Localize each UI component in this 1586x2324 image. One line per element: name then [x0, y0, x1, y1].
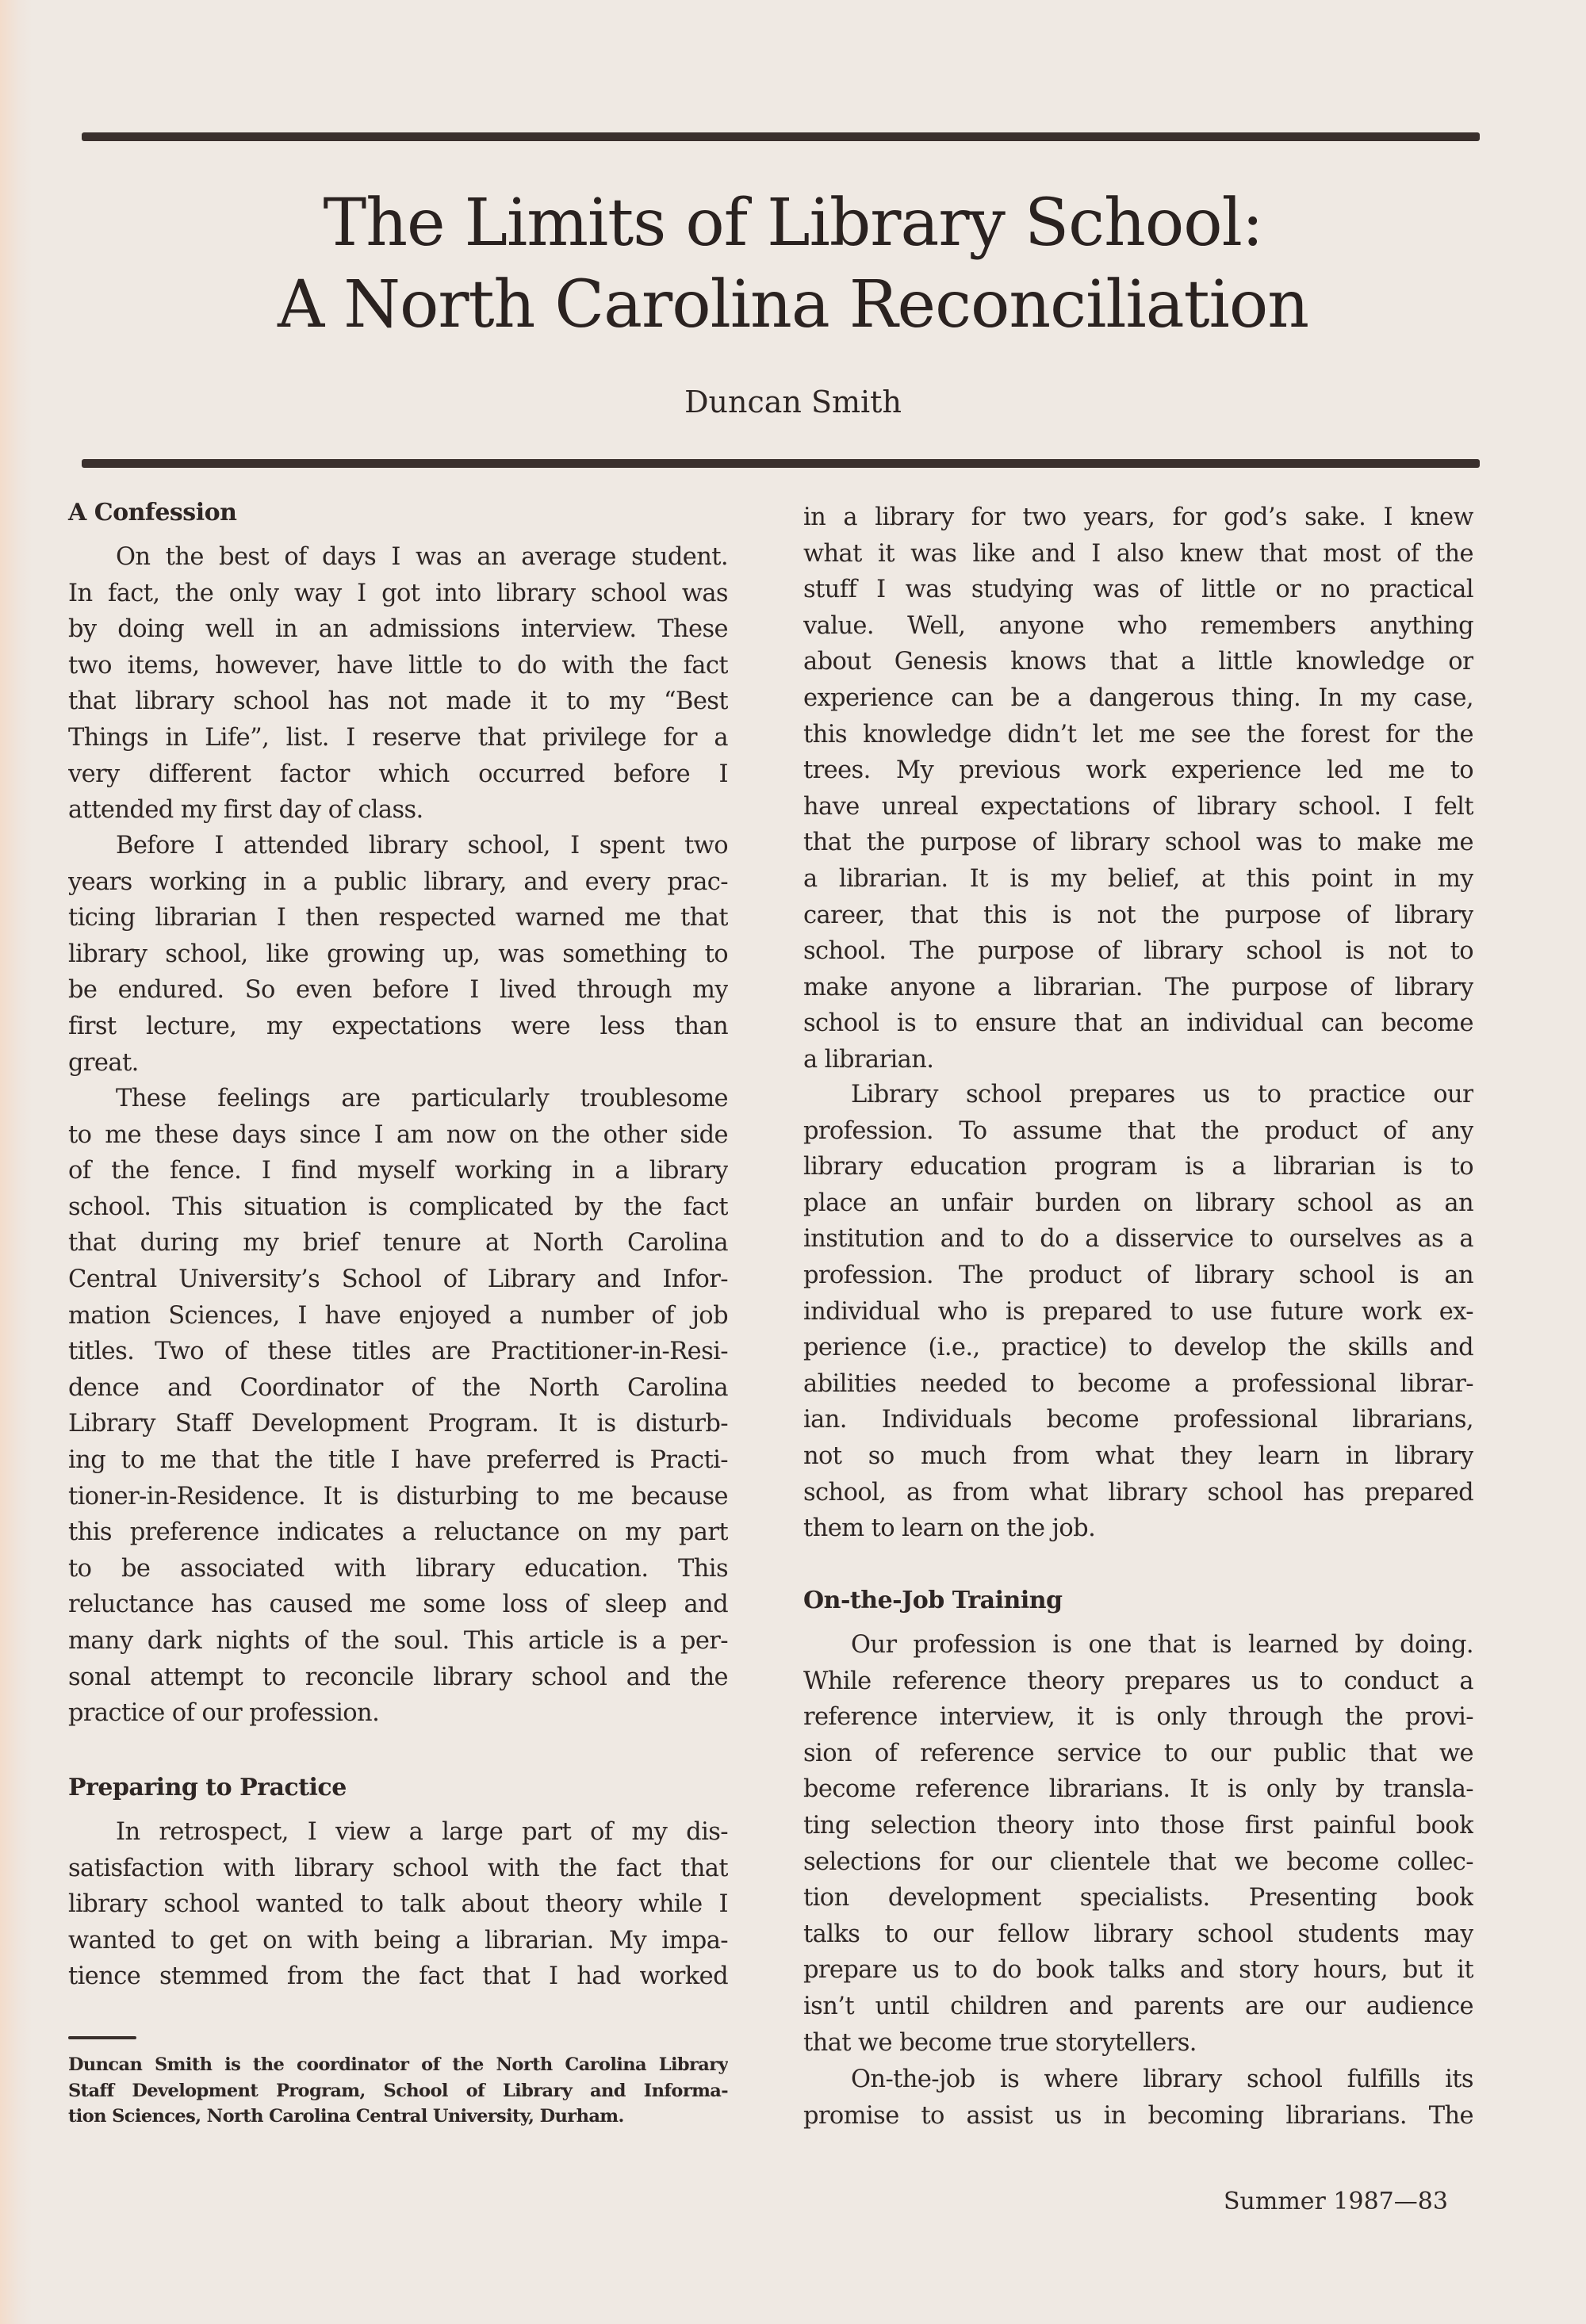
text-line: that library school has not made it to my “Best	[68, 687, 728, 716]
footnote-line: Duncan Smith is the coordinator of the North Carolina Library	[68, 2054, 728, 2075]
text-line: selections for our clientele that we become collec-	[803, 1847, 1473, 1876]
text-line: place an unfair burden on library school as an	[803, 1189, 1473, 1217]
text-line: be endured. So even before I lived through my	[68, 976, 728, 1005]
text-line: These feelings are particularly troublesome	[116, 1085, 728, 1112]
article-title-line-1: The Limits of Library School:	[323, 186, 1263, 261]
text-line: about Genesis knows that a little knowledge or	[803, 648, 1473, 676]
footnote-line: Staff Development Program, School of Library and Informa-	[68, 2080, 728, 2101]
text-line: satisfaction with library school with the fact that	[68, 1854, 728, 1882]
text-line: profession. To assume that the product of any	[803, 1116, 1473, 1145]
text-line: prepare us to do book talks and story hours, but it	[803, 1956, 1473, 1985]
text-line: trees. My previous work experience led me to	[803, 756, 1473, 785]
text-line: library school, like growing up, was something to	[68, 940, 728, 968]
title-bottom-rule	[82, 459, 1480, 468]
section-heading-on-the-job-training: On-the-Job Training	[803, 1587, 1063, 1614]
text-line: library school wanted to talk about theory while I	[68, 1890, 728, 1919]
top-rule	[82, 132, 1480, 141]
text-line: tience stemmed from the fact that I had worked	[68, 1962, 728, 1991]
text-line: practice of our profession.	[68, 1699, 380, 1728]
text-line: a librarian. It is my belief, at this point in my	[803, 865, 1473, 893]
text-line: that the purpose of library school was to make me	[803, 829, 1473, 857]
text-line: Library school prepares us to practice our	[851, 1081, 1473, 1108]
text-line: On-the-job is where library school fulfills its	[851, 2066, 1473, 2093]
text-line: to me these days since I am now on the other side	[68, 1120, 728, 1149]
text-line: tion development specialists. Presenting book	[803, 1884, 1473, 1912]
text-line: experience can be a dangerous thing. In my case,	[803, 684, 1473, 712]
page-folio	[1224, 2188, 1448, 2216]
footnote-rule	[68, 2036, 136, 2039]
text-line: many dark nights of the soul. This article is a per-	[68, 1627, 728, 1655]
text-line: attended my first day of class.	[68, 796, 423, 825]
text-line: promise to assist us in becoming librarians. The	[803, 2101, 1473, 2130]
text-line: what it was like and I also knew that most of the	[803, 539, 1473, 568]
text-line: dence and Coordinator of the North Carolina	[68, 1373, 728, 1402]
text-line: ing to me that the title I have preferred is Practi-	[68, 1446, 728, 1474]
text-line: mation Sciences, I have enjoyed a number of job	[68, 1301, 728, 1330]
text-line: stuff I was studying was of little or no practical	[803, 576, 1473, 604]
text-line: abilities needed to become a professional librar-	[803, 1369, 1473, 1398]
text-line: sion of reference service to our public that we	[803, 1739, 1473, 1767]
text-line: On the best of days I was an average student.	[116, 543, 728, 571]
author-byline: Duncan Smith	[684, 385, 902, 419]
text-line: in a library for two years, for god’s sake. I knew	[803, 503, 1473, 531]
text-line: Our profession is one that is learned by doing.	[851, 1631, 1473, 1659]
folio-separator: —	[1393, 2188, 1418, 2215]
text-line: school is to ensure that an individual can become	[803, 1009, 1473, 1038]
page-number: 83	[1417, 2188, 1448, 2215]
text-line: wanted to get on with being a librarian. My impa-	[68, 1926, 728, 1955]
text-line: Library Staff Development Program. It is disturb-	[68, 1410, 728, 1438]
text-line: years working in a public library, and every prac-	[68, 867, 728, 896]
text-line: In fact, the only way I got into library school was	[68, 579, 728, 607]
text-line: school. This situation is complicated by the fact	[68, 1193, 728, 1221]
text-line: reference interview, it is only through the provi-	[803, 1703, 1473, 1732]
text-line: first lecture, my expectations were less than	[68, 1013, 728, 1040]
text-line: profession. The product of library school is an	[803, 1262, 1473, 1289]
text-line: great.	[68, 1048, 139, 1077]
text-line: library education program is a librarian is to	[803, 1153, 1473, 1181]
section-heading-preparing-to-practice: Preparing to Practice	[68, 1774, 347, 1801]
text-line: become reference librarians. It is only by transla-	[803, 1775, 1473, 1804]
text-line: value. Well, anyone who remembers anything	[803, 611, 1473, 640]
text-line: tioner-in-Residence. It is disturbing to me because	[68, 1482, 728, 1510]
text-line: this knowledge didn’t let me see the forest for the	[803, 720, 1473, 749]
text-line: individual who is prepared to use future work ex-	[803, 1297, 1473, 1326]
text-line: have unreal expectations of library school. I felt	[803, 792, 1473, 821]
text-line: sonal attempt to reconcile library school and the	[68, 1663, 728, 1691]
text-line: perience (i.e., practice) to develop the skills and	[803, 1334, 1473, 1362]
text-line: make anyone a librarian. The purpose of library	[803, 973, 1473, 1001]
text-line: two items, however, have little to do with the fact	[68, 651, 728, 680]
text-line: this preference indicates a reluctance on my part	[68, 1518, 728, 1547]
article-title-line-2: A North Carolina Reconciliation	[277, 267, 1309, 343]
text-line: Before I attended library school, I spent two	[116, 832, 728, 860]
text-line: titles. Two of these titles are Practitioner-in-Resi-	[68, 1338, 728, 1366]
text-line: reluctance has caused me some loss of sleep and	[68, 1591, 728, 1619]
text-line: talks to our fellow library school students may	[803, 1920, 1473, 1948]
page-edge-shadow	[0, 0, 32, 2324]
text-line: that during my brief tenure at North Carolina	[68, 1229, 728, 1258]
text-line: ting selection theory into those first painful book	[803, 1812, 1473, 1840]
text-line: While reference theory prepares us to conduct a	[803, 1667, 1473, 1695]
section-heading-a-confession: A Confession	[68, 499, 237, 526]
text-line: a librarian.	[803, 1046, 934, 1074]
text-line: of the fence. I find myself working in a library	[68, 1157, 728, 1185]
text-line: ticing librarian I then respected warned me that	[68, 904, 728, 932]
text-line: career, that this is not the purpose of library	[803, 901, 1473, 929]
text-line: school, as from what library school has prepared	[803, 1478, 1473, 1507]
text-line: very different factor which occurred before I	[68, 760, 728, 788]
text-line: school. The purpose of library school is not to	[803, 937, 1473, 966]
text-line: Central University’s School of Library and Infor-	[68, 1265, 728, 1293]
text-line: In retrospect, I view a large part of my dis-	[116, 1818, 728, 1846]
text-line: that we become true storytellers.	[803, 2028, 1197, 2057]
text-line: ian. Individuals become professional librarians,	[803, 1406, 1473, 1434]
issue-label: Summer 1987	[1224, 2188, 1394, 2215]
text-line: institution and to do a disservice to ourselves as a	[803, 1225, 1473, 1254]
text-line: isn’t until children and parents are our audience	[803, 1993, 1473, 2020]
text-line: them to learn on the job.	[803, 1514, 1096, 1543]
text-line: by doing well in an admissions interview. These	[68, 615, 728, 644]
text-line: not so much from what they learn in library	[803, 1442, 1473, 1470]
text-line: to be associated with library education. This	[68, 1554, 728, 1583]
text-line: Things in Life”, list. I reserve that privilege for a	[68, 724, 728, 752]
footnote-line: tion Sciences, North Carolina Central University, Durham.	[68, 2106, 624, 2127]
